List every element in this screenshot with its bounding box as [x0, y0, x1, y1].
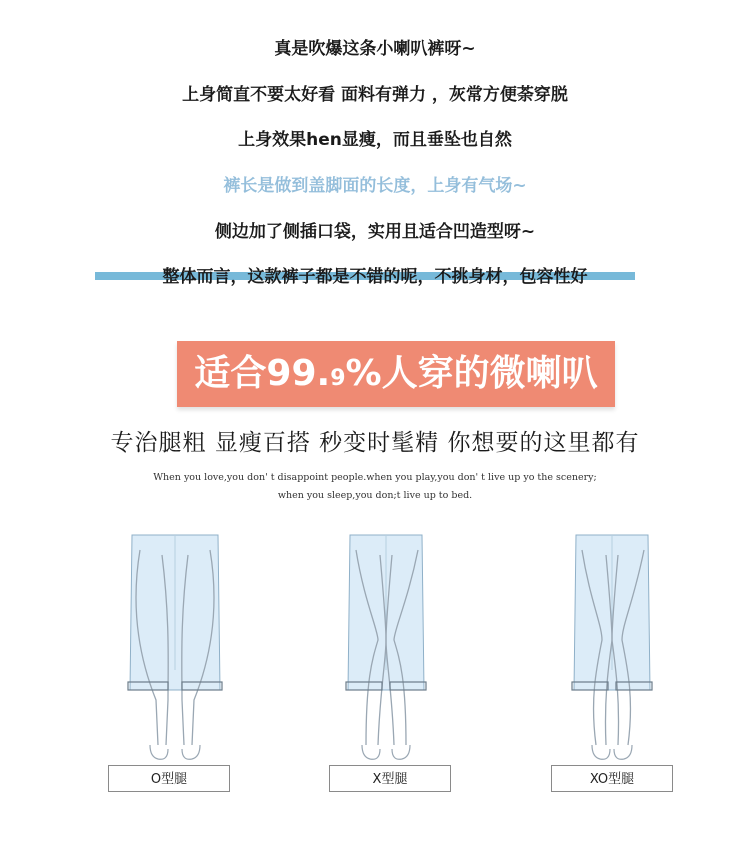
caption-xo-leg: XO型腿	[551, 765, 673, 792]
intro-line-4: 裤长是做到盖脚面的长度，上身有气场~	[223, 176, 527, 196]
intro-line-6: 整体而言，这款裤子都是不错的呢，不挑身材，包容性好	[162, 267, 588, 287]
o-leg-illustration	[120, 530, 230, 765]
banner-text-small: 9	[330, 366, 346, 391]
xo-leg-illustration	[568, 530, 658, 765]
banner-text-main: 适合99.	[194, 353, 331, 394]
banner-text-rest: %人穿的微喇叭	[345, 353, 598, 394]
intro-line-5: 侧边加了侧插口袋，实用且适合凹造型呀~	[214, 222, 536, 242]
caption-o-leg: O型腿	[108, 765, 230, 792]
caption-x-leg: X型腿	[329, 765, 451, 792]
intro-line-2: 上身简直不要太好看 面料有弹力 ，灰常方便荼穿脱	[182, 85, 568, 105]
promo-banner	[177, 341, 615, 407]
intro-line-1: 真是吹爆这条小喇叭裤呀~	[274, 39, 476, 59]
feature-subtitle: 专治腿粗 显瘦百搭 秒变时髦精 你想要的这里都有	[110, 430, 640, 456]
intro-line-3: 上身效果hen显瘦，而且垂坠也自然	[238, 130, 512, 150]
x-leg-illustration	[342, 530, 432, 765]
english-line-1: When you love,you don' t disappoint people.when you play,you don' t live up yo the scenery;	[153, 472, 597, 483]
english-line-2: when you sleep,you don;t live up to bed.	[277, 490, 473, 501]
